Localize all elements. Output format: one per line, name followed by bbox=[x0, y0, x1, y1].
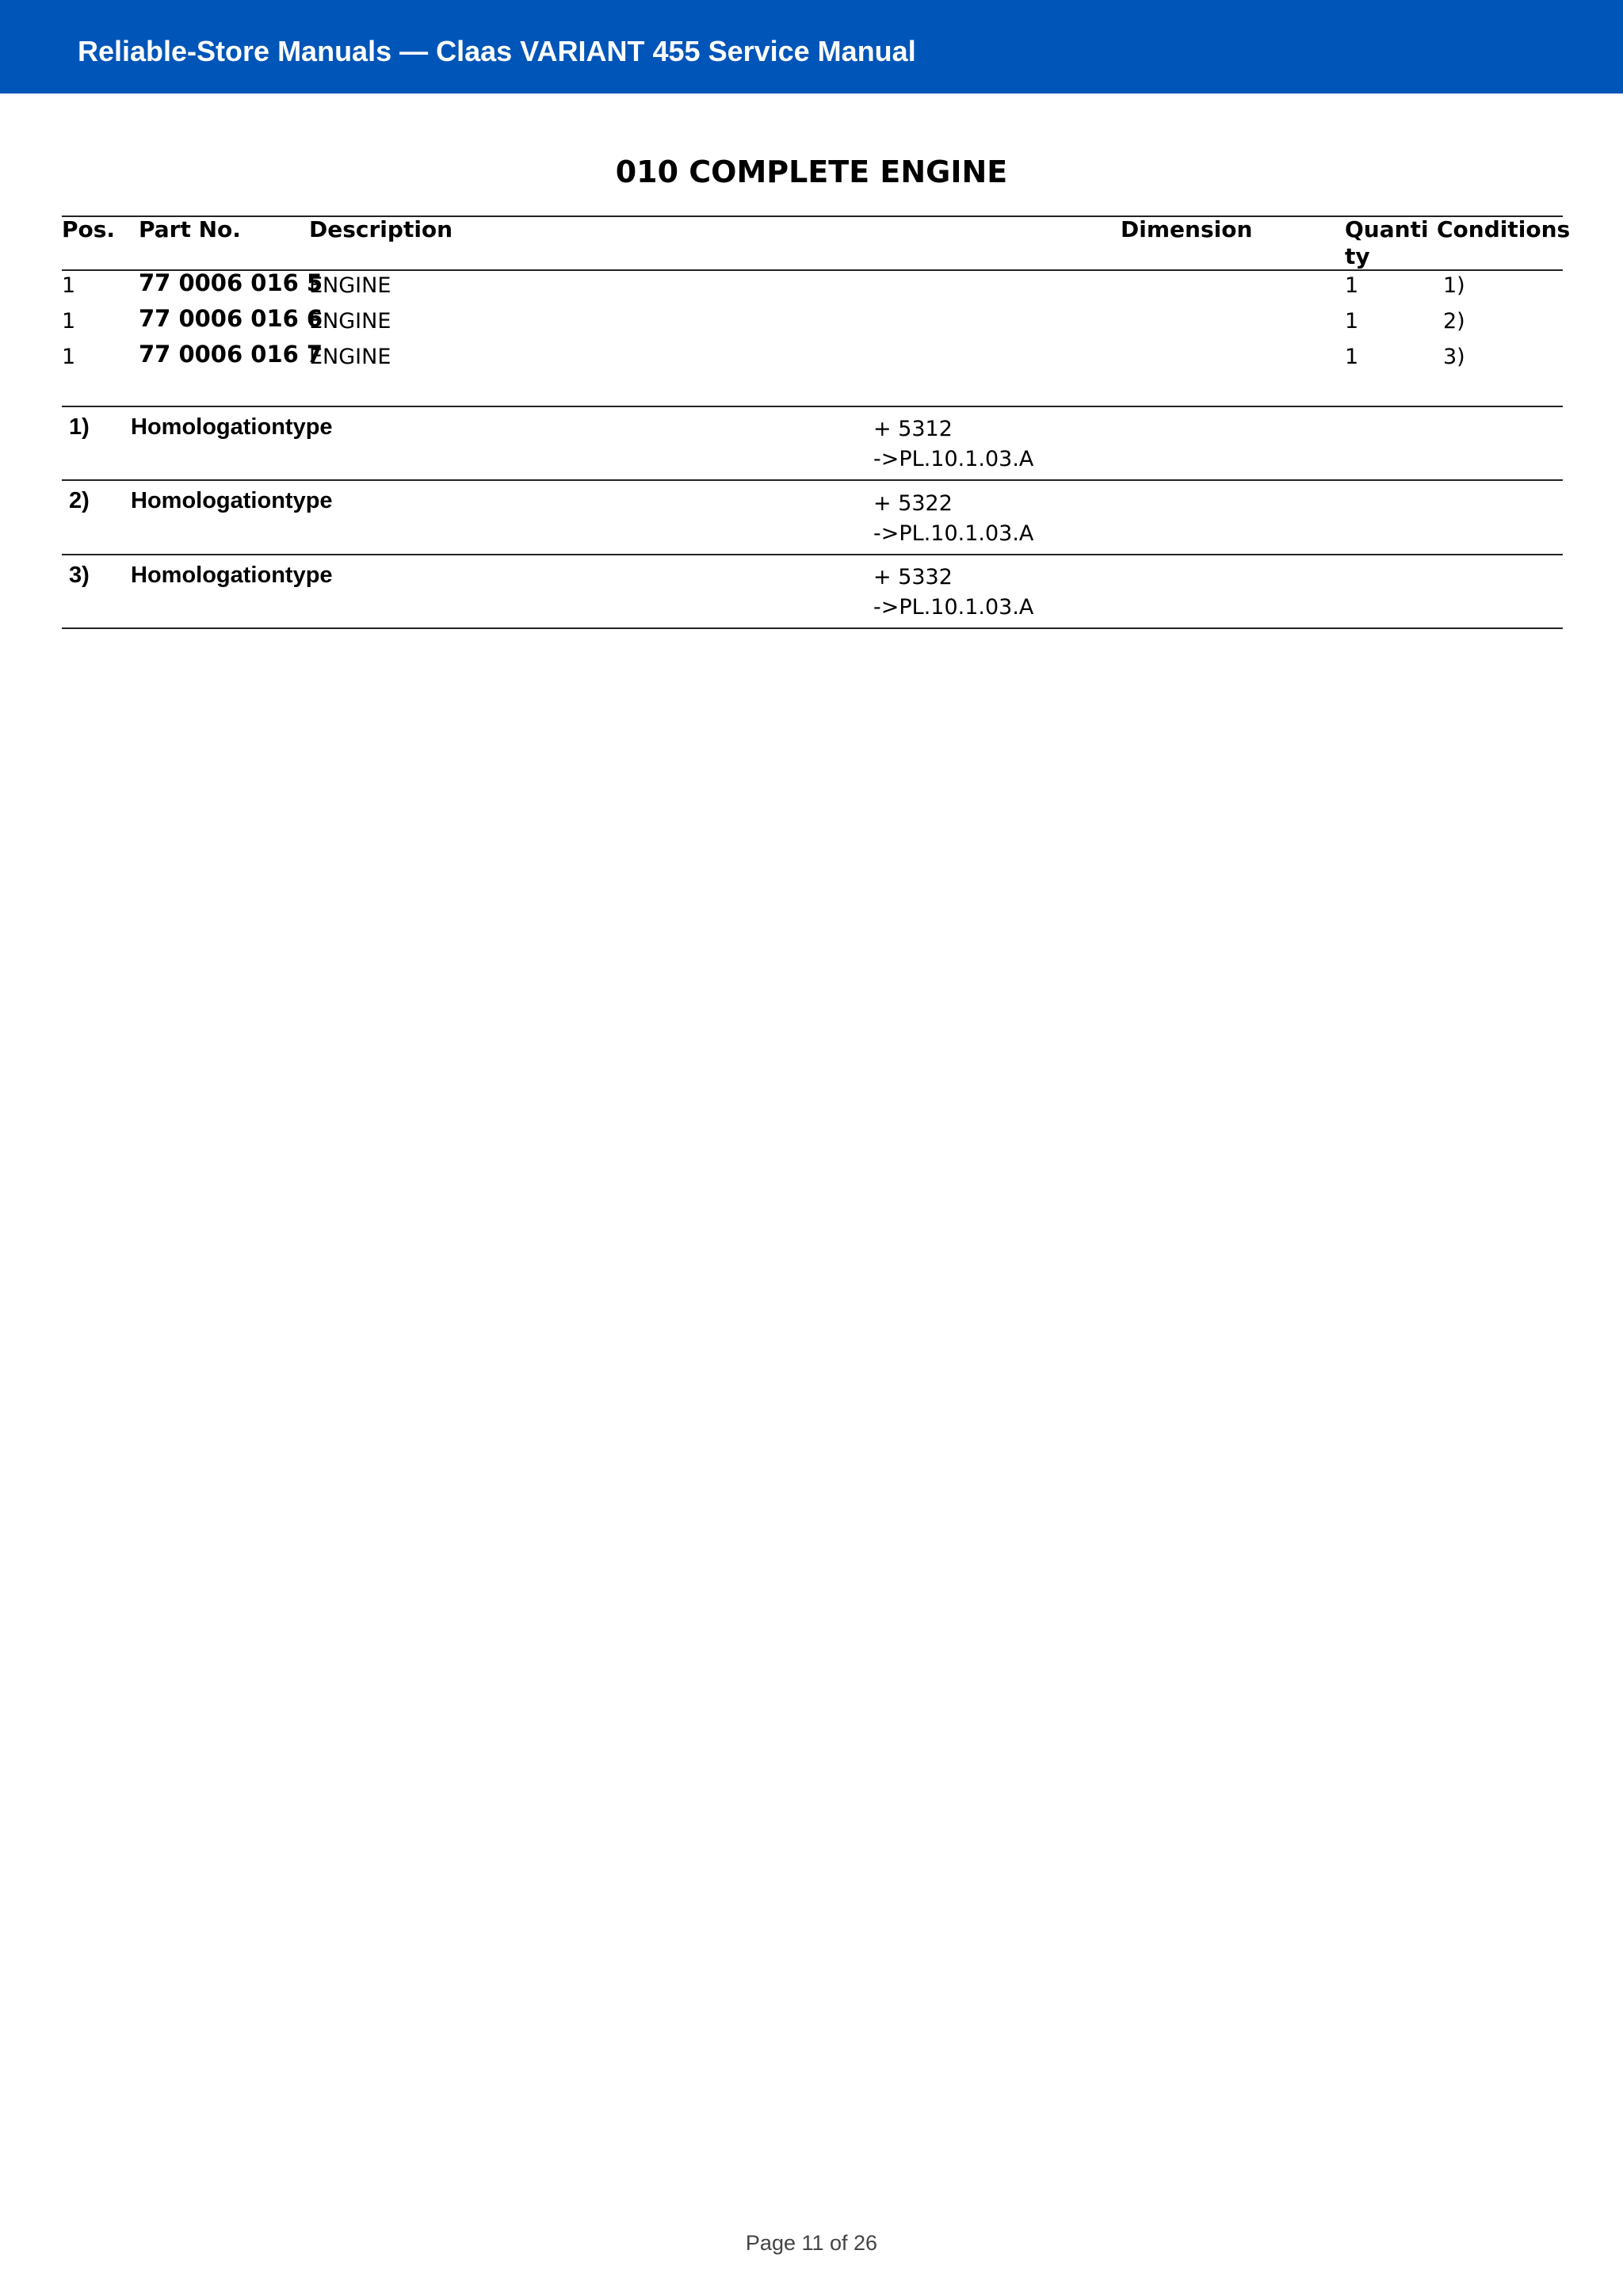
condition-rule bbox=[62, 406, 1563, 407]
row-quantity: 1 bbox=[1345, 345, 1359, 369]
condition-id: 3) bbox=[69, 563, 90, 588]
row-condition: 3) bbox=[1443, 345, 1465, 369]
column-header-part-no: Part No. bbox=[139, 216, 241, 242]
condition-label: Homologationtype bbox=[131, 488, 333, 513]
condition-rule bbox=[62, 479, 1563, 481]
condition-reference: ->PL.10.1.03.A bbox=[873, 521, 1034, 546]
row-pos: 1 bbox=[62, 273, 76, 298]
condition-reference: ->PL.10.1.03.A bbox=[873, 595, 1034, 620]
table-top-rule bbox=[62, 215, 1563, 217]
condition-id: 1) bbox=[69, 414, 90, 440]
row-pos: 1 bbox=[62, 309, 76, 334]
banner-title: Reliable-Store Manuals — Claas VARIANT 455 Service Manual bbox=[78, 35, 916, 67]
column-header-dimension: Dimension bbox=[1121, 216, 1253, 242]
column-header-pos: Pos. bbox=[62, 216, 116, 242]
header-banner bbox=[0, 0, 1623, 93]
condition-label: Homologationtype bbox=[131, 414, 333, 440]
condition-rule bbox=[62, 554, 1563, 555]
row-condition: 1) bbox=[1443, 273, 1465, 298]
condition-label: Homologationtype bbox=[131, 563, 333, 588]
row-condition: 2) bbox=[1443, 309, 1465, 334]
column-header-description: Description bbox=[309, 216, 453, 242]
column-header-quantity: Quanti bbox=[1345, 216, 1429, 242]
page-number: Page 11 of 26 bbox=[745, 2231, 878, 2255]
section-title: 010 COMPLETE ENGINE bbox=[615, 154, 1008, 189]
condition-reference: ->PL.10.1.03.A bbox=[873, 447, 1034, 471]
row-description: ENGINE bbox=[309, 273, 391, 298]
condition-value: + 5312 bbox=[873, 417, 953, 441]
row-part-no: 77 0006 016 5 bbox=[139, 269, 323, 296]
row-pos: 1 bbox=[62, 345, 76, 369]
condition-value: + 5322 bbox=[873, 491, 953, 516]
row-part-no: 77 0006 016 7 bbox=[139, 341, 323, 368]
row-quantity: 1 bbox=[1345, 273, 1359, 298]
condition-value: + 5332 bbox=[873, 565, 953, 589]
condition-id: 2) bbox=[69, 488, 90, 513]
condition-rule bbox=[62, 627, 1563, 629]
row-quantity: 1 bbox=[1345, 309, 1359, 334]
column-header-conditions: Conditions bbox=[1437, 216, 1571, 242]
row-description: ENGINE bbox=[309, 309, 391, 334]
row-description: ENGINE bbox=[309, 345, 391, 369]
column-header-quantity-wrap: ty bbox=[1345, 243, 1370, 269]
row-part-no: 77 0006 016 6 bbox=[139, 305, 323, 332]
